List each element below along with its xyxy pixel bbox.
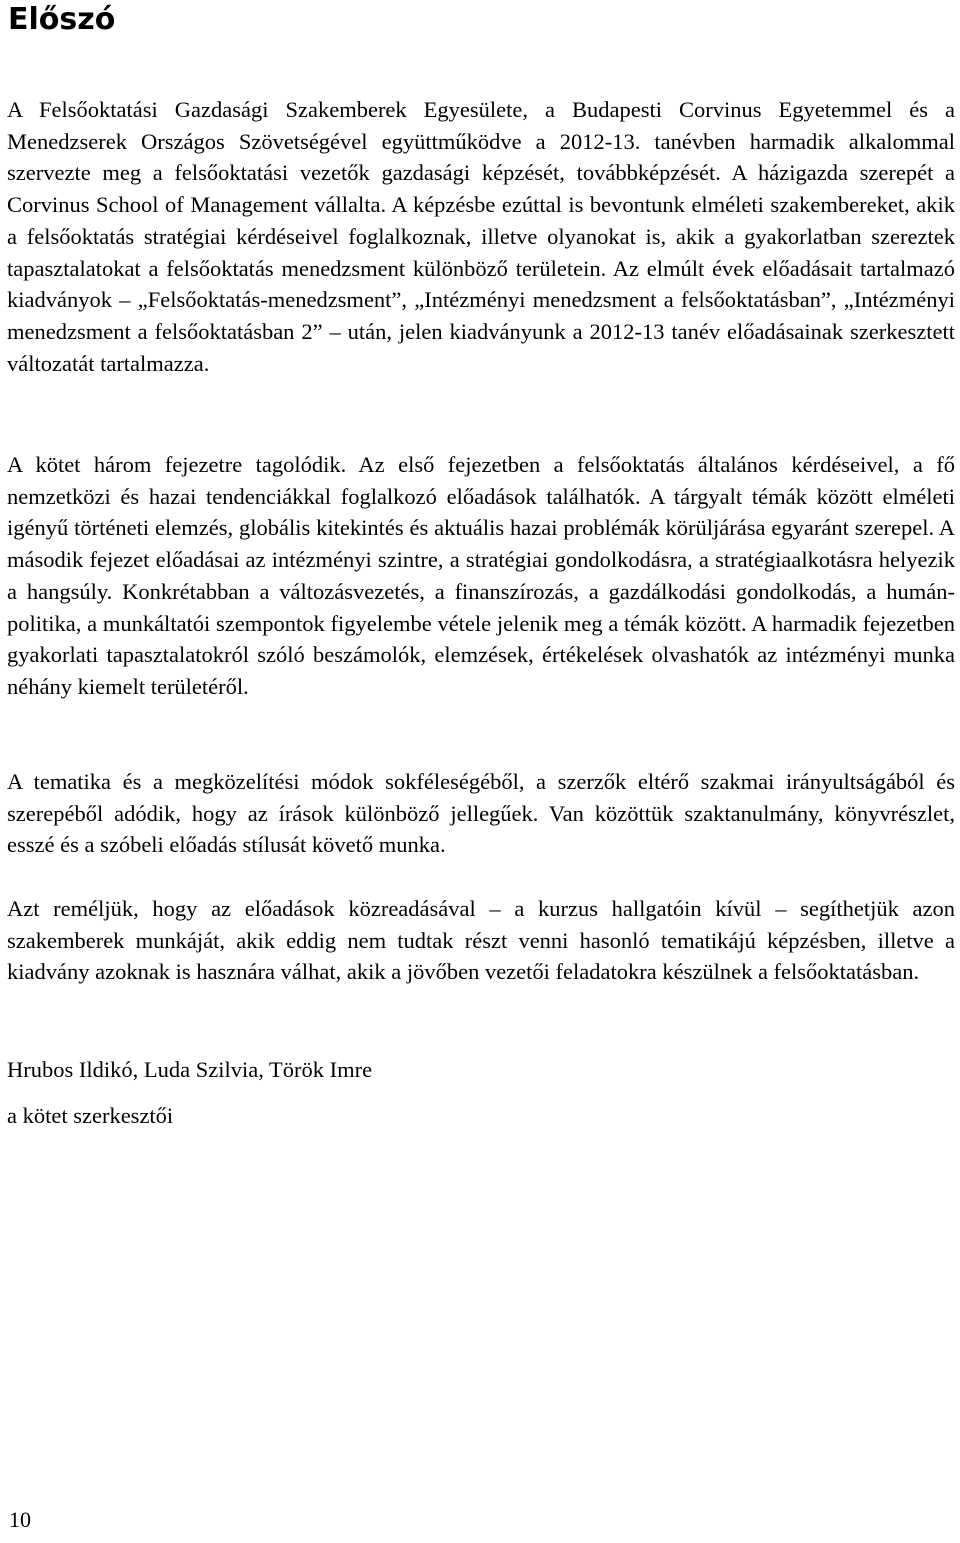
paragraph-diversity: A tematika és a megközelítési módok sokféleségéből, a szerzők eltérő szakmai irányultságából és szerepéből adódik, hogy az írások különböző jellegűek. Van közöttük szaktanulmány, könyvrészlet, esszé és a szóbeli előadás stílusát követő munka. xyxy=(7,769,955,858)
editors-role: a kötet szerkesztői xyxy=(7,1103,174,1128)
page-title: Előszó xyxy=(8,2,116,37)
paragraph-intro: A Felsőoktatási Gazdasági Szakemberek Egyesülete, a Budapesti Corvinus Egyetemmel és a Menedzserek Országos Szövetségével együttműködve a 2012-13. tanévben harmadik alkalommal szervezte meg a felsőoktatási vezetők gazdasági képzését, továbbképzését. A házigazda szerepét a Corvinus School of Management vállalta. A képzésbe ezúttal is bevontunk elméleti szakembereket, akik a felsőoktatás stratégiai kérdéseivel foglalkoznak, illetve olyanokat is, akik a gyakorlatban szereztek tapasztalatokat a felsőoktatás menedzsment különböző területein. Az elmúlt évek előadásait tartalmazó kiadványok – „Felsőoktatás-menedzsment”, „Intézményi menedzsment a felsőoktatásban”, „Intézményi menedzsment a felsőoktatásban 2” – után, jelen kiadványunk a 2012-13 tanév előadásainak szerkesztett változatát tartalmazza. xyxy=(7,97,955,376)
editors-signature: Hrubos Ildikó, Luda Szilvia, Török Imre xyxy=(7,1057,373,1082)
paragraph-structure: A kötet három fejezetre tagolódik. Az első fejezetben a felsőoktatás általános kérdéseivel, a fő nemzetközi és hazai tendenciákkal foglalkozó előadások találhatók. A tárgyalt témák között elméleti igényű történeti elemzés, globális kitekintés és aktuális hazai problémák körüljárása egyaránt szerepel. A második fejezet előadásai az intézményi szintre, a stratégiai gondolkodásra, a stratégiaalkotásra helyezik a hangsúly. Konkrétabban a változásvezetés, a finanszírozás, a gazdálkodási gondolkodás, a humán-politika, a munkáltatói szempontok figyelembe vétele jelenik meg a témák között. A harmadik fejezetben gyakorlati tapasztalatokról szóló beszámolók, elemzések, értékelések olvashatók az intézményi munka néhány kiemelt területéről. xyxy=(7,452,955,699)
page-number: 10 xyxy=(9,1507,31,1532)
paragraph-hope: Azt reméljük, hogy az előadások közreadásával – a kurzus hallgatóin kívül – segíthetjük azon szakemberek munkáját, akik eddig nem tudtak részt venni hasonló tematikájú képzésben, illetve a kiadvány azoknak is hasznára válhat, akik a jövőben vezetői feladatokra készülnek a felsőoktatásban. xyxy=(7,896,955,985)
